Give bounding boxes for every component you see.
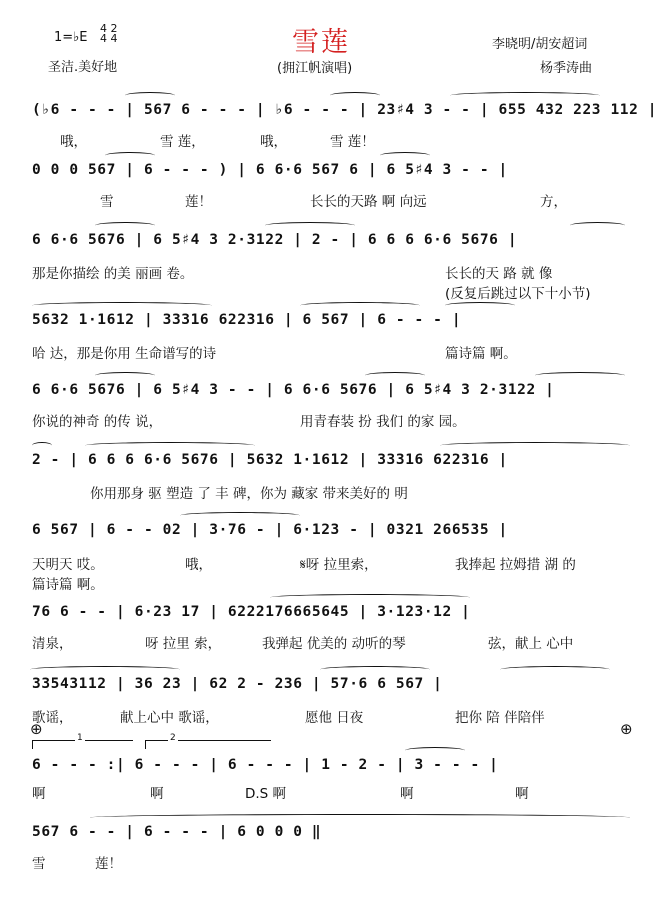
lyric-7-line2: 篇诗篇 啊。	[32, 577, 104, 593]
lyric-10-e: 啊	[515, 786, 529, 802]
music-line-5: 6 6·6 5676 | 6 5♯4 3 - - | 6 6·6 5676 | 6 5♯4 3 2·3122 |	[32, 382, 555, 398]
lyric-8-b: 呀 拉里 索，	[145, 636, 222, 652]
slur	[32, 442, 52, 449]
slur	[320, 666, 430, 673]
lyric-1-a: 哦，	[60, 134, 87, 150]
slur	[405, 747, 465, 754]
coda-sign: ⊕	[620, 720, 633, 738]
lyric-5-b: 用青春装 扮 我们 的家 园。	[300, 414, 466, 430]
lyric-1-c: 哦，	[260, 134, 287, 150]
lyric-6-a: 你用那身 驱 塑造 了 丰 碑，你为 藏家 带来美好的 明	[90, 486, 408, 502]
lyric-7-d: 我捧起 拉姆措 湖 的	[455, 557, 576, 573]
music-line-11: 567 6 - - | 6 - - - | 6 0 0 0 ‖	[32, 824, 322, 840]
slur	[95, 372, 155, 379]
lyric-1-b: 雪 莲，	[160, 134, 205, 150]
lyric-10-d: 啊	[400, 786, 414, 802]
music-line-6: 2 - | 6 6 6 6·6 5676 | 5632 1·1612 | 33316 622316 |	[32, 452, 508, 468]
performance-mood: 圣洁.美好地	[48, 60, 118, 75]
slur	[180, 512, 300, 519]
singer-credit: (拥江帆演唱)	[277, 61, 353, 76]
lyric-10-c: D.S 啊	[245, 786, 287, 802]
music-line-1: (♭6 - - - | 567 6 - - - | ♭6 - - - | 23♯4 3 - - | 655 432 223 112 |	[32, 102, 658, 118]
lyric-4-a: 哈 达，那是你用 生命谱写的诗	[32, 346, 217, 362]
slur	[90, 814, 630, 821]
lyric-7-a: 天明天 哎。	[32, 557, 104, 573]
lyric-7-c: 𝄋呀 拉里索，	[300, 557, 378, 573]
lyricist-credit: 李晓明/胡安超词	[492, 37, 588, 52]
lyric-9-a: 歌谣，	[32, 710, 73, 726]
lyric-9-d: 把你 陪 伴陪伴	[455, 710, 545, 726]
lyric-9-c: 愿他 日夜	[305, 710, 364, 726]
slur	[380, 152, 430, 159]
slur	[300, 302, 420, 309]
slur	[500, 666, 610, 673]
lyric-2-a: 雪	[100, 194, 114, 210]
music-line-10: 6 - - - :| 6 - - - | 6 - - - | 1 - 2 - | 3 - - - |	[32, 757, 499, 773]
slur	[450, 92, 600, 99]
key-signature: 1=♭E	[54, 30, 88, 45]
volta-bracket-2: 2	[145, 740, 271, 749]
music-line-7: 6 567 | 6 - - 02 | 3·76 - | 6·123 - | 0321 266535 |	[32, 522, 508, 538]
lyric-4-b: 篇诗篇 啊。	[445, 346, 517, 362]
lyric-3-b: 长长的天 路 就 像	[445, 266, 553, 282]
slur	[440, 442, 630, 449]
music-line-4: 5632 1·1612 | 33316 622316 | 6 567 | 6 - - - |	[32, 312, 462, 328]
lyric-8-c: 我弹起 优美的 动听的琴	[262, 636, 406, 652]
slur	[30, 666, 180, 673]
lyric-11-b: 莲！	[95, 856, 122, 872]
music-line-9: 33543112 | 36 23 | 62 2 - 236 | 57·6 6 567 |	[32, 676, 443, 692]
lyric-8-a: 清泉，	[32, 636, 73, 652]
music-line-3: 6 6·6 5676 | 6 5♯4 3 2·3122 | 2 - | 6 6 6 6·6 5676 |	[32, 232, 518, 248]
skip-instruction: (反复后跳过以下十小节)	[445, 286, 591, 302]
slur	[445, 302, 515, 309]
meter-top: 4 2	[100, 22, 118, 35]
lyric-5-a: 你说的神奇 的传 说，	[32, 414, 163, 430]
slur	[85, 442, 255, 449]
slur	[125, 92, 175, 99]
slur	[265, 222, 355, 229]
slur	[32, 302, 212, 309]
lyric-2-d: 方，	[540, 194, 567, 210]
lyric-10-a: 啊	[32, 786, 46, 802]
lyric-8-d: 弦，献上 心中	[488, 636, 574, 652]
music-line-2: 0 0 0 567 | 6 - - - ) | 6 6·6 567 6 | 6 5♯4 3 - - |	[32, 162, 508, 178]
composer-credit: 杨季涛曲	[540, 61, 593, 76]
slur	[105, 152, 155, 159]
song-title: 雪莲	[292, 27, 350, 58]
lyric-2-c: 长长的天路 啊 向远	[310, 194, 427, 210]
slur	[365, 372, 425, 379]
lyric-7-b: 哦，	[185, 557, 212, 573]
lyric-1-d: 雪 莲！	[330, 134, 375, 150]
coda-sign: ⊕	[30, 720, 43, 738]
meter-bottom: 4 4	[100, 32, 118, 45]
slur	[330, 92, 380, 99]
slur	[535, 372, 625, 379]
slur	[95, 222, 155, 229]
lyric-3-a: 那是你描绘 的美 丽画 卷。	[32, 266, 194, 282]
lyric-10-b: 啊	[150, 786, 164, 802]
volta-bracket-1: 1	[32, 740, 133, 749]
music-line-8: 76 6 - - | 6·23 17 | 6222176665645 | 3·123·12 |	[32, 604, 471, 620]
slur	[270, 594, 470, 601]
lyric-11-a: 雪	[32, 856, 46, 872]
time-signature	[100, 24, 118, 44]
lyric-9-b: 献上心中 歌谣，	[120, 710, 219, 726]
lyric-2-b: 莲！	[185, 194, 212, 210]
slur	[570, 222, 625, 229]
